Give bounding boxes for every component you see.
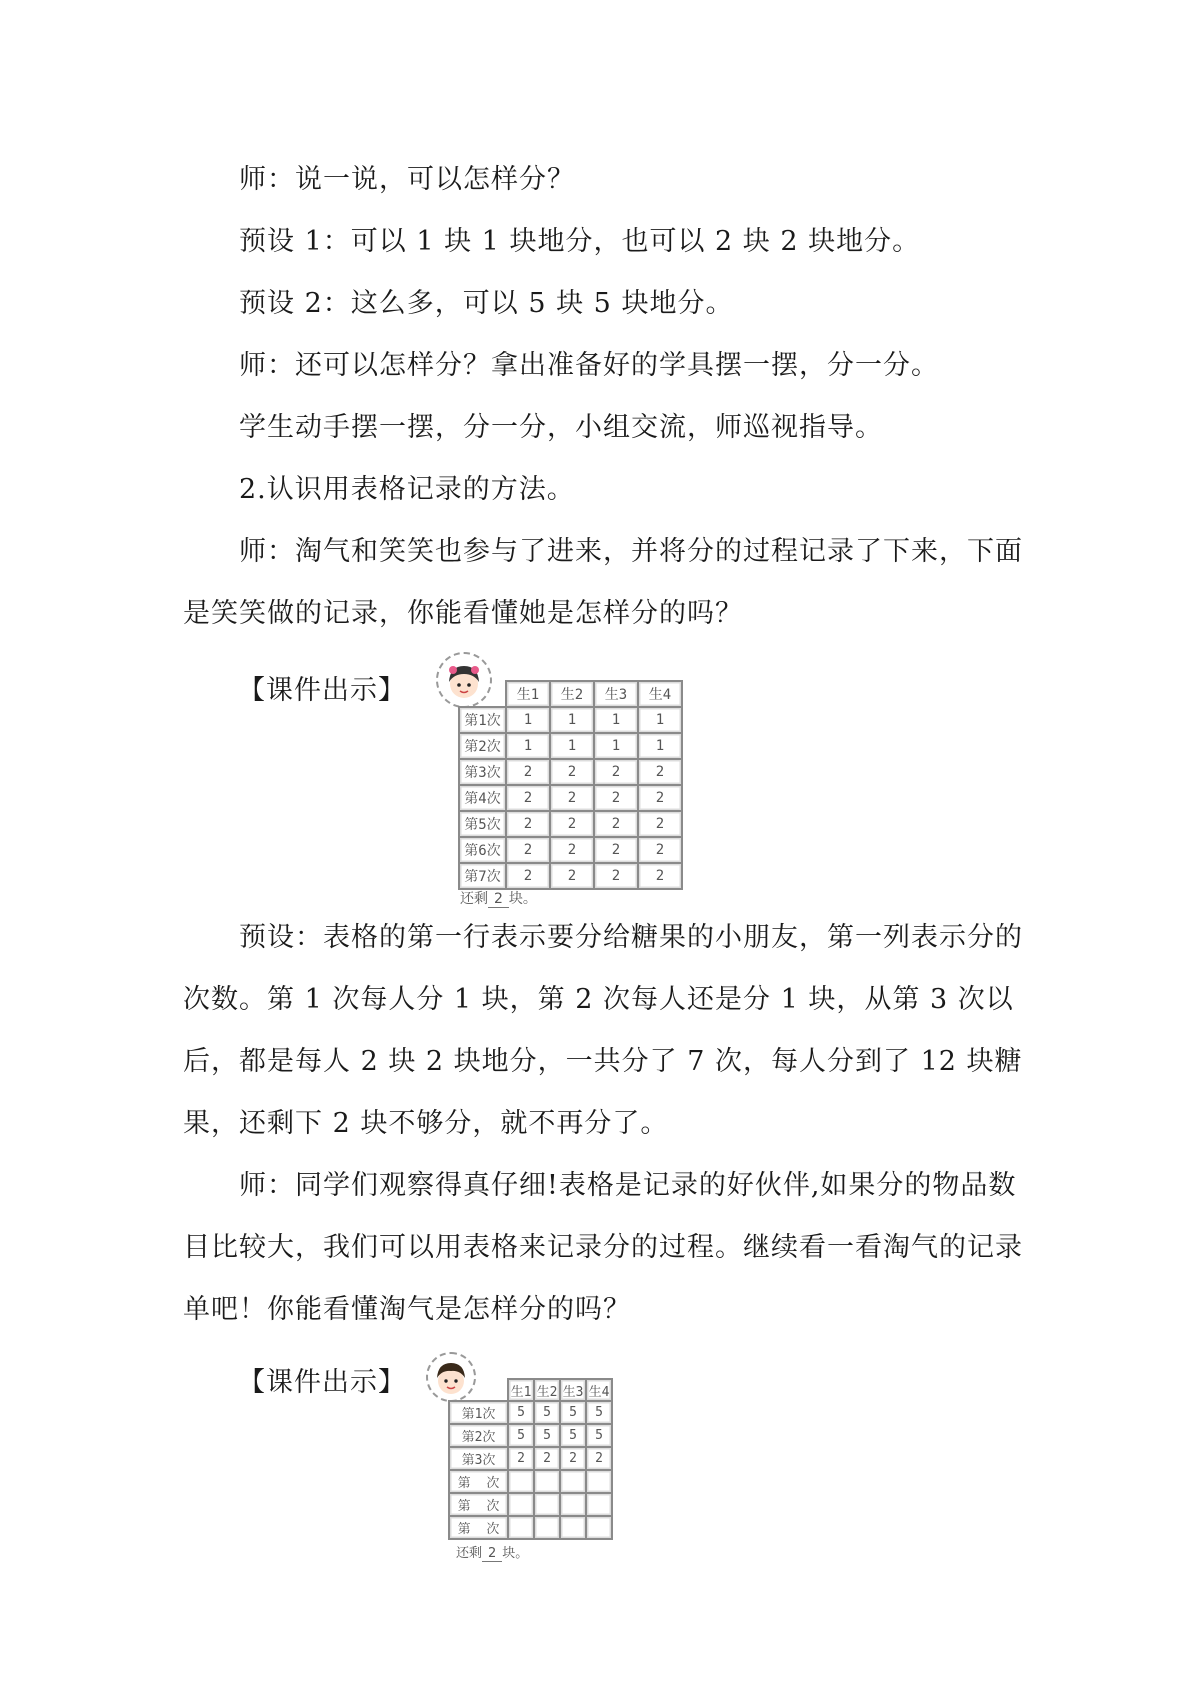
table-cell: 2 <box>506 837 550 863</box>
row-label: 第 次 <box>449 1493 508 1516</box>
row-label: 第7次 <box>459 863 506 889</box>
table-cell <box>508 1470 534 1493</box>
table-cell: 5 <box>508 1401 534 1424</box>
table-cell: 2 <box>550 837 594 863</box>
table-cell: 1 <box>550 707 594 733</box>
row-label: 第3次 <box>459 759 506 785</box>
table-cell: 2 <box>638 837 682 863</box>
table-cell: 2 <box>550 785 594 811</box>
table-cell: 1 <box>638 733 682 759</box>
table-cell: 2 <box>638 811 682 837</box>
xiaoxiao-record-figure <box>436 652 686 917</box>
table-cell <box>534 1516 560 1539</box>
row-label: 第1次 <box>459 707 506 733</box>
paragraph-6: 2.认识用表格记录的方法。 <box>239 474 575 505</box>
table-row <box>449 1493 612 1516</box>
header-cell: 生1 <box>508 1379 534 1401</box>
table-cell: 2 <box>594 785 638 811</box>
table-cell: 2 <box>594 759 638 785</box>
header-cell: 生3 <box>560 1379 586 1401</box>
table-row <box>459 759 682 785</box>
remaining-note-1: 还剩 2 块。 <box>460 891 537 907</box>
courseware-label-1: 【课件出示】 <box>238 675 406 706</box>
header-cell: 生3 <box>594 681 638 707</box>
table-cell <box>560 1493 586 1516</box>
table-cell: 2 <box>594 837 638 863</box>
table-cell <box>586 1493 612 1516</box>
courseware-label-2: 【课件出示】 <box>238 1367 406 1398</box>
table-cell <box>560 1516 586 1539</box>
table-cell: 5 <box>534 1424 560 1447</box>
row-label: 第2次 <box>459 733 506 759</box>
table-row <box>449 1516 612 1539</box>
table-cell: 2 <box>534 1447 560 1470</box>
paragraph-3: 预设 2：这么多，可以 5 块 5 块地分。 <box>239 288 734 319</box>
row-label: 第5次 <box>459 811 506 837</box>
table-row <box>449 1401 612 1424</box>
paragraph-5: 学生动手摆一摆，分一分，小组交流，师巡视指导。 <box>239 412 883 443</box>
header-cell: 生2 <box>550 681 594 707</box>
table-cell <box>508 1516 534 1539</box>
paragraph-4: 师：还可以怎样分？拿出准备好的学具摆一摆，分一分。 <box>239 350 939 381</box>
row-label: 第 次 <box>449 1516 508 1539</box>
row-label: 第3次 <box>449 1447 508 1470</box>
table-row <box>459 811 682 837</box>
table-row <box>459 785 682 811</box>
table-cell: 2 <box>594 811 638 837</box>
taoqi-record-figure <box>426 1352 626 1572</box>
table-cell: 5 <box>560 1401 586 1424</box>
xiaoxiao-table <box>458 680 683 890</box>
table-cell: 2 <box>638 785 682 811</box>
table-cell: 1 <box>594 733 638 759</box>
table-row <box>449 1424 612 1447</box>
header-cell: 生1 <box>506 681 550 707</box>
row-label: 第4次 <box>459 785 506 811</box>
paragraph-7: 师：淘气和笑笑也参与了进来，并将分的过程记录了下来，下面是笑笑做的记录，你能看懂她是怎样分的吗？ <box>183 536 1023 629</box>
table-cell: 2 <box>594 863 638 889</box>
table-cell: 2 <box>506 811 550 837</box>
table-cell <box>534 1493 560 1516</box>
table-row <box>449 1470 612 1493</box>
table-cell: 2 <box>506 759 550 785</box>
table-cell: 2 <box>550 759 594 785</box>
table-cell: 1 <box>506 733 550 759</box>
header-cell: 生4 <box>638 681 682 707</box>
table-cell <box>586 1516 612 1539</box>
table-cell <box>586 1470 612 1493</box>
header-cell: 生2 <box>534 1379 560 1401</box>
table-cell: 5 <box>560 1424 586 1447</box>
remaining-value: 2 <box>488 891 509 908</box>
table-cell: 1 <box>594 707 638 733</box>
table-row <box>459 863 682 889</box>
table-cell <box>534 1470 560 1493</box>
header-cell: 生4 <box>586 1379 612 1401</box>
row-label: 第2次 <box>449 1424 508 1447</box>
table-cell: 5 <box>534 1401 560 1424</box>
table-cell: 5 <box>586 1424 612 1447</box>
remaining-note-2: 还剩 2 块。 <box>456 1546 529 1561</box>
table-cell <box>560 1470 586 1493</box>
table-row <box>449 1447 612 1470</box>
table-row <box>459 837 682 863</box>
row-label: 第6次 <box>459 837 506 863</box>
row-label: 第1次 <box>449 1401 508 1424</box>
taoqi-table <box>448 1378 613 1540</box>
paragraph-8: 预设：表格的第一行表示要分给糖果的小朋友，第一列表示分的次数。第 1 次每人分 1 块，第 2 次每人还是分 1 块，从第 3 次以后，都是每人 2 块 2 块地分，一共分了 7 次，每人分到了 12 块糖果，还剩下 2 块不够分，就不再分了。 <box>183 922 1023 1139</box>
table-cell: 2 <box>550 811 594 837</box>
paragraph-2: 预设 1：可以 1 块 1 块地分，也可以 2 块 2 块地分。 <box>239 226 921 257</box>
table-cell: 5 <box>586 1401 612 1424</box>
table-row <box>459 733 682 759</box>
table-cell: 2 <box>506 785 550 811</box>
table-cell: 2 <box>586 1447 612 1470</box>
table-cell: 2 <box>508 1447 534 1470</box>
paragraph-1: 师：说一说，可以怎样分？ <box>239 164 575 195</box>
table-cell: 2 <box>638 759 682 785</box>
table-row <box>459 707 682 733</box>
remaining-value: 2 <box>482 1546 502 1562</box>
table-cell: 1 <box>506 707 550 733</box>
paragraph-9: 师：同学们观察得真仔细!表格是记录的好伙伴,如果分的物品数目比较大，我们可以用表格来记录分的过程。继续看一看淘气的记录单吧！你能看懂淘气是怎样分的吗？ <box>183 1170 1023 1325</box>
table-cell: 2 <box>506 863 550 889</box>
table-cell: 1 <box>550 733 594 759</box>
row-label: 第 次 <box>449 1470 508 1493</box>
table-cell: 2 <box>638 863 682 889</box>
table-cell: 2 <box>560 1447 586 1470</box>
table-cell: 2 <box>550 863 594 889</box>
table-cell: 5 <box>508 1424 534 1447</box>
table-cell <box>508 1493 534 1516</box>
table-cell: 1 <box>638 707 682 733</box>
